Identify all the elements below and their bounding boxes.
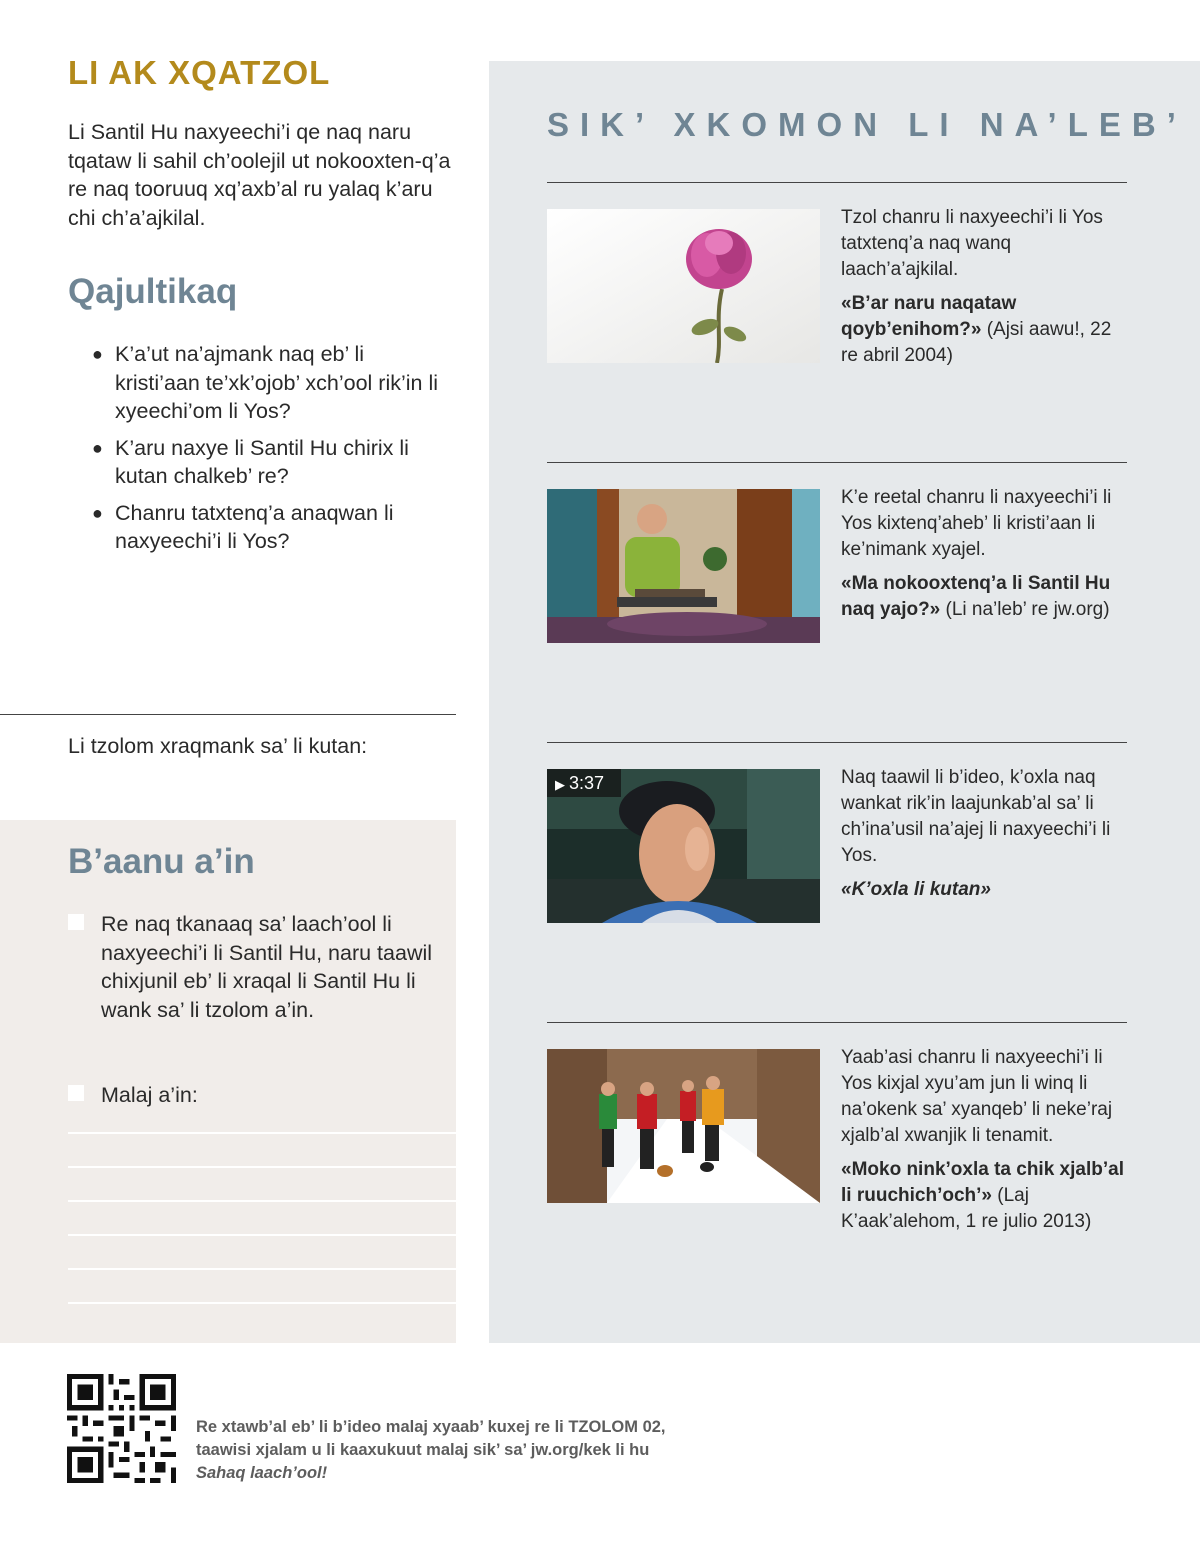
write-line[interactable]	[68, 1132, 456, 1134]
family-snow-image	[547, 1049, 820, 1203]
resource-description: Tzol chanru li naxyeechi’i li Yos tatxtenq’a naq wanq laach’a’ajkilal.	[841, 207, 1103, 280]
summary-text: Li Santil Hu naxyeechi’i qe naq naru tqataw li sahil ch’oolejil ut nokooxten-q’a re naq tooruuq xq’axb’al ru yalaq k’aru chi ch’a’ajkilal.	[68, 120, 451, 230]
qr-code-icon[interactable]	[67, 1374, 176, 1483]
explore-title: SIK’ XKOMON LI NA’LEB’	[547, 106, 1187, 143]
bullet-icon: ●	[92, 502, 103, 523]
action-check-item[interactable]	[68, 1081, 448, 1110]
action-title: B’aanu a’in	[68, 842, 255, 881]
bullet-icon: ●	[92, 344, 103, 364]
write-line[interactable]	[68, 1200, 456, 1202]
resource-divider	[547, 742, 1127, 743]
resource-reference[interactable]: «B’ar naru naqataw qoyb’enihom?» (Ajsi aawu!, 22 re abril 2004)	[841, 293, 1112, 366]
video-duration-badge[interactable]	[547, 769, 621, 797]
footer-line-3: Sahaq laach’ool!	[196, 1464, 328, 1482]
resource-description: Naq taawil li b’ideo, k’oxla naq wankat rik’in laajunkab’al sa’ li ch’ina’usil na’ajej li naxyeechi’i li Yos.	[841, 767, 1111, 866]
footer-line-1: Re xtawb’al eb’ li b’ideo malaj xyaab’ kuxej re li TZOLOM 02,	[196, 1418, 666, 1436]
resource-divider	[547, 462, 1127, 463]
resource-2	[841, 485, 1131, 623]
flower-image	[547, 209, 820, 363]
question-item: ● K’aru naxye li Santil Hu chirix li kutan chalkeb’ re?	[92, 435, 409, 488]
resource-4	[841, 1045, 1131, 1235]
resource-reference[interactable]: «Moko nink’oxla ta chik xjalb’al li ruuchich’och’» (Laj K’aak’alehom, 1 re julio 2013)	[841, 1159, 1124, 1232]
resource-description: Yaab’asi chanru li naxyeechi’i li Yos kixjal xyu’am jun li winq li na’okenk sa’ xyanqeb’ li neke’raj xjalb’al xwanjik li tenamit.	[841, 1047, 1113, 1146]
action-item-text: Malaj a’in:	[101, 1083, 198, 1107]
action-check-item[interactable]	[68, 910, 448, 1024]
date-label: Li tzolom xraqmank sa’ li kutan:	[68, 734, 368, 758]
question-item: ● Chanru tatxtenq’a anaqwan li naxyeechi’i li Yos?	[92, 500, 394, 553]
action-item-text: Re naq tkanaaq sa’ laach’ool li naxyeechi’i li Santil Hu, naru taawil chixjunil eb’ li xraqal li Santil Hu li wank sa’ li tzolom a’in.	[101, 912, 433, 1022]
video-duration: 3:37	[569, 773, 605, 793]
write-line[interactable]	[68, 1234, 456, 1236]
resource-divider	[547, 1022, 1127, 1023]
resource-reference[interactable]: «Ma nokooxtenq’a li Santil Hu naq yajo?» (Li na’leb’ re jw.org)	[841, 573, 1111, 620]
resource-3	[841, 765, 1131, 903]
checkbox-icon[interactable]	[68, 914, 84, 930]
resource-divider	[547, 182, 1127, 183]
play-icon: ▶	[555, 777, 565, 792]
question-item: ● K’a’ut na’ajmank naq eb’ li kristi’aan te’xk’ojob’ xch’ool rik’in li xyeechi’om li Yos?	[92, 342, 439, 423]
questions-title: Qajultikaq	[68, 272, 238, 311]
man-wheelchair-image	[547, 489, 820, 643]
resource-reference[interactable]: «K’oxla li kutan»	[841, 879, 991, 900]
summary-title: LI AK XQATZOL	[68, 54, 331, 91]
resource-1	[841, 205, 1131, 369]
pink-flower-photo[interactable]	[547, 209, 820, 363]
man-in-wheelchair-photo[interactable]	[547, 489, 820, 643]
write-line[interactable]	[68, 1302, 456, 1304]
qr-code-graphic	[67, 1374, 176, 1483]
bullet-icon: ●	[92, 437, 103, 458]
write-line[interactable]	[68, 1268, 456, 1270]
footer-line-2: taawisi xjalam u li kaaxukuut malaj sik’ sa’ jw.org/kek li hu	[196, 1441, 650, 1459]
questions-list	[90, 340, 450, 564]
family-walking-snow-photo[interactable]	[547, 1049, 820, 1203]
footer-note	[196, 1416, 756, 1485]
checkbox-icon[interactable]	[68, 1085, 84, 1101]
resource-description: K’e reetal chanru li naxyeechi’i li Yos kixtenq’aheb’ li kristi’aan li ke’nimank xyajel.	[841, 487, 1112, 560]
left-divider	[0, 714, 456, 715]
write-line[interactable]	[68, 1166, 456, 1168]
